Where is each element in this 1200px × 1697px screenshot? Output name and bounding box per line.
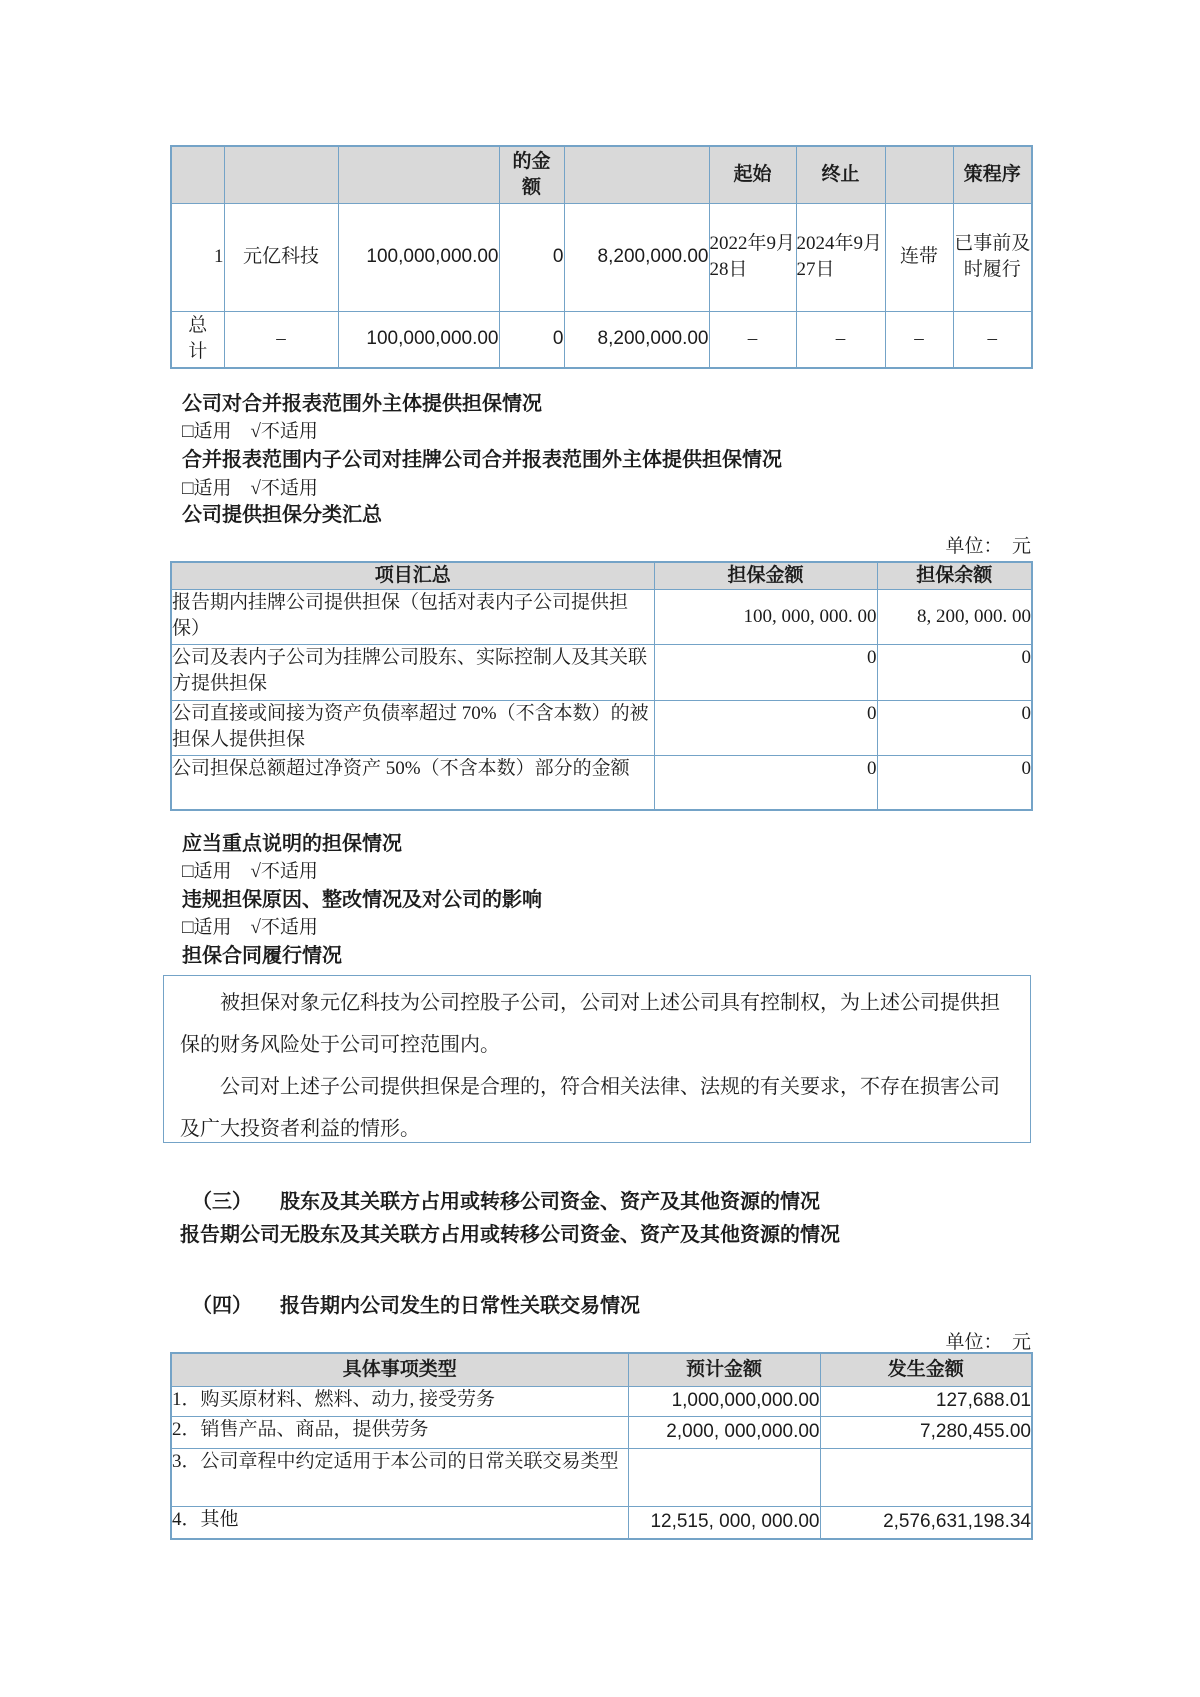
header-cell-guarantee-amount: 担保金额: [654, 562, 877, 590]
cell-amount: 0: [877, 756, 1032, 810]
header-cell-occurred: 发生金额: [820, 1353, 1032, 1386]
heading-violation: 违规担保原因、整改情况及对公司的影响: [182, 889, 542, 911]
cell-amount: 0: [877, 701, 1032, 756]
table-row: [171, 590, 1032, 645]
cell-amount: 100, 000, 000. 00: [654, 590, 877, 645]
cell-estimated-amount: [628, 1448, 820, 1506]
cell-item: 公司直接或间接为资产负债率超过 70%（不含本数）的被担保人提供担保: [171, 701, 654, 756]
guarantee-detail-table: [170, 145, 1033, 369]
section-title: 报告期内公司发生的日常性关联交易情况: [280, 1295, 640, 1317]
section-number: （三）: [192, 1191, 252, 1213]
header-cell-amount: 的金额: [499, 146, 564, 203]
cell-amount: 0: [654, 701, 877, 756]
cell-type: 3．公司章程中约定适用于本公司的日常关联交易类型: [171, 1448, 628, 1506]
section-4-heading: [192, 1289, 640, 1318]
cell-amount: 0: [499, 311, 564, 368]
cell-item: 报告期内挂牌公司提供担保（包括对表内子公司提供担保）: [171, 590, 654, 645]
cell-type: 2．销售产品、商品，提供劳务: [171, 1416, 628, 1448]
table-row: [171, 203, 1032, 311]
table-row: [171, 645, 1032, 701]
unit-label: 单位： 元: [945, 1332, 1031, 1353]
header-cell: [885, 146, 953, 203]
header-cell-item: 项目汇总: [171, 562, 654, 590]
heading-gap: [252, 1185, 280, 1214]
table-row: [171, 1448, 1032, 1506]
cell-occurred-amount: 127,688.01: [820, 1386, 1032, 1416]
cell-amount: 0: [499, 203, 564, 311]
applicability-line: □适用 √不适用: [182, 421, 318, 442]
table-row: [171, 1506, 1032, 1539]
cell-guarantee-target: 元亿科技: [224, 203, 338, 311]
table-total-row: [171, 311, 1032, 368]
cell-type: 4．其他: [171, 1506, 628, 1539]
cell-start-date: 2022年9月28日: [709, 203, 796, 311]
section-number: （四）: [192, 1295, 252, 1317]
header-cell-procedure: 策程序: [953, 146, 1032, 203]
table-header-row: [171, 1353, 1032, 1386]
cell-item: 公司及表内子公司为挂牌公司股东、实际控制人及其关联方提供担保: [171, 645, 654, 701]
cell-dash: –: [796, 311, 885, 368]
section-3-heading: [192, 1185, 820, 1214]
note-paragraph: 公司对上述子公司提供担保是合理的，符合相关法律、法规的有关要求，不存在损害公司及广大投资者利益的情形。: [180, 1076, 1000, 1140]
applicability-line: □适用 √不适用: [182, 917, 318, 938]
cell-occurred-amount: 2,576,631,198.34: [820, 1506, 1032, 1539]
cell-amount: 0: [877, 645, 1032, 701]
note-paragraph: 被担保对象元亿科技为公司控股子公司，公司对上述公司具有控制权，为上述公司提供担保的财务风险处于公司可控范围内。: [180, 992, 1000, 1056]
cell-procedure: 已事前及时履行: [953, 203, 1032, 311]
cell-dash: –: [224, 311, 338, 368]
table-row: [171, 701, 1032, 756]
cell-dash: –: [885, 311, 953, 368]
cell-amount: 0: [654, 645, 877, 701]
cell-estimated-amount: 12,515, 000, 000.00: [628, 1506, 820, 1539]
header-cell: [564, 146, 709, 203]
cell-amount: 100,000,000.00: [338, 203, 499, 311]
cell-dash: –: [709, 311, 796, 368]
heading-important-guarantee: 应当重点说明的担保情况: [182, 833, 402, 855]
unit-label: 单位： 元: [945, 536, 1031, 557]
header-cell-start: 起始: [709, 146, 796, 203]
heading-gap: [252, 1289, 280, 1318]
applicability-line: □适用 √不适用: [182, 478, 318, 499]
cell-guarantee-type: 连带: [885, 203, 953, 311]
cell-type: 1．购买原材料、燃料、动力, 接受劳务: [171, 1386, 628, 1416]
header-cell-type: 具体事项类型: [171, 1353, 628, 1386]
table-header-row: [171, 562, 1032, 590]
table-row: [171, 1416, 1032, 1448]
related-transactions-table: [170, 1352, 1033, 1540]
applicability-line: □适用 √不适用: [182, 861, 318, 882]
cell-amount: 8,200,000.00: [564, 203, 709, 311]
cell-amount: 0: [654, 756, 877, 810]
cell-total-label: 总计: [171, 311, 224, 368]
header-cell: [338, 146, 499, 203]
table-row: [171, 1386, 1032, 1416]
cell-amount: 100,000,000.00: [338, 311, 499, 368]
cell-occurred-amount: 7,280,455.00: [820, 1416, 1032, 1448]
cell-estimated-amount: 2,000, 000,000.00: [628, 1416, 820, 1448]
cell-estimated-amount: 1,000,000,000.00: [628, 1386, 820, 1416]
heading-outside-guarantee: 公司对合并报表范围外主体提供担保情况: [182, 393, 542, 415]
heading-subsidiary-guarantee: 合并报表范围内子公司对挂牌公司合并报表范围外主体提供担保情况: [182, 449, 782, 471]
cell-dash: –: [953, 311, 1032, 368]
guarantee-summary-table: [170, 561, 1033, 811]
heading-contract-performance: 担保合同履行情况: [182, 945, 342, 967]
header-cell-end: 终止: [796, 146, 885, 203]
cell-seq: 1: [171, 203, 224, 311]
cell-occurred-amount: [820, 1448, 1032, 1506]
cell-amount: 8,200,000.00: [564, 311, 709, 368]
heading-guarantee-summary: 公司提供担保分类汇总: [182, 504, 382, 526]
header-cell: [171, 146, 224, 203]
header-cell-estimated: 预计金额: [628, 1353, 820, 1386]
cell-amount: 8, 200, 000. 00: [877, 590, 1032, 645]
cell-end-date: 2024年9月27日: [796, 203, 885, 311]
table-row: [171, 756, 1032, 810]
guarantee-note-box: [163, 975, 1031, 1143]
cell-item: 公司担保总额超过净资产 50%（不含本数）部分的金额: [171, 756, 654, 810]
header-cell: [224, 146, 338, 203]
header-cell-guarantee-balance: 担保余额: [877, 562, 1032, 590]
table-header-row: [171, 146, 1032, 203]
section-3-body: 报告期公司无股东及其关联方占用或转移公司资金、资产及其他资源的情况: [180, 1224, 840, 1246]
section-title: 股东及其关联方占用或转移公司资金、资产及其他资源的情况: [280, 1191, 820, 1213]
